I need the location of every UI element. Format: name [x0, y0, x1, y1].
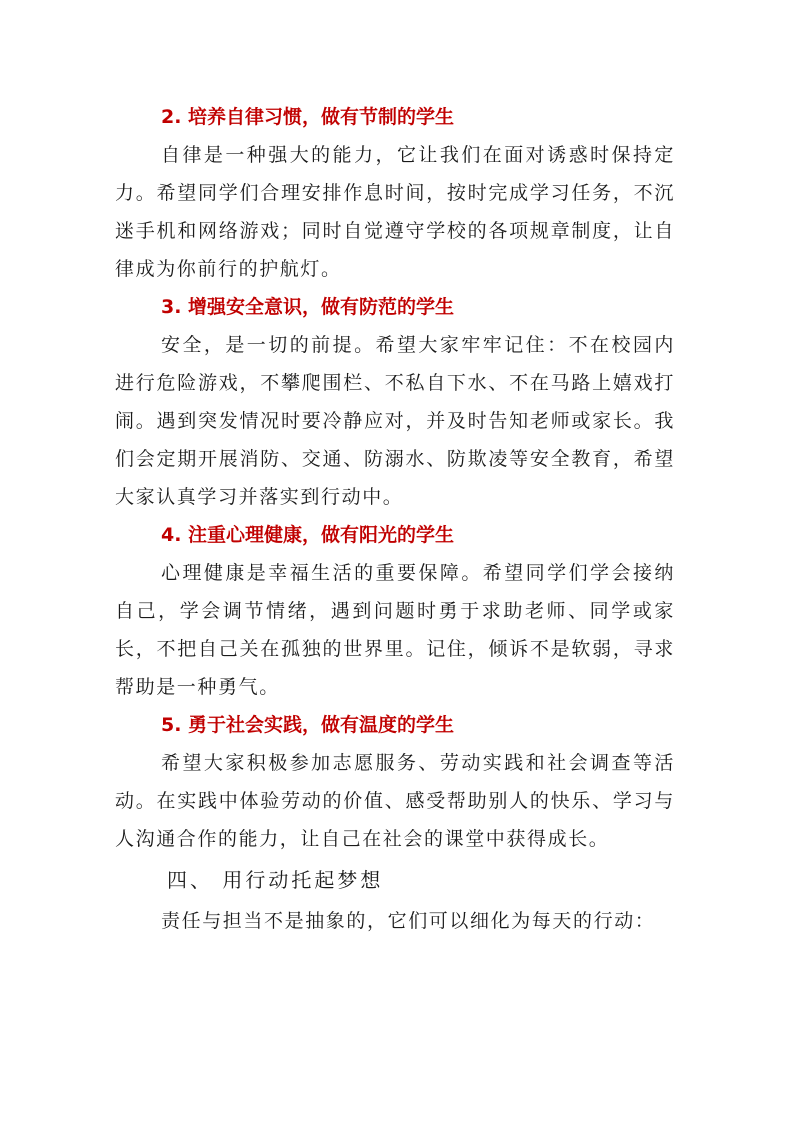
heading-social-practice: 5. 勇于社会实践，做有温度的学生: [161, 714, 455, 736]
paragraph-mental-health: 心理健康是幸福生活的重要保障。希望同学们学会接纳自己，学会调节情绪，遇到问题时勇于求助老师、同学或家长，不把自己关在孤独的世界里。记住，倾诉不是软弱，寻求帮助是一种勇气。: [115, 562, 675, 698]
paragraph-safety-awareness: 安全，是一切的前提。希望大家牢牢记住：不在校园内进行危险游戏，不攀爬围栏、不私自下水、不在马路上嬉戏打闹。遇到突发情况时要冷静应对，并及时告知老师或家长。我们会定期开展消防、交通、防溺水、防欺凌等安全教育，希望大家认真学习并落实到行动中。: [115, 334, 675, 508]
heading-safety-awareness: 3. 增强安全意识，做有防范的学生: [161, 296, 455, 318]
document-body: [115, 98, 675, 940]
paragraph-self-discipline: 自律是一种强大的能力，它让我们在面对诱惑时保持定力。希望同学们合理安排作息时间，按时完成学习任务，不沉迷手机和网络游戏；同时自觉遵守学校的各项规章制度，让自律成为你前行的护航灯。: [115, 144, 675, 280]
heading-self-discipline: 2. 培养自律习惯，做有节制的学生: [161, 106, 455, 128]
section-four-title: 四、 用行动托起梦想: [167, 868, 384, 892]
paragraph-social-practice: 希望大家积极参加志愿服务、劳动实践和社会调查等活动。在实践中体验劳动的价值、感受帮助别人的快乐、学习与人沟通合作的能力，让自己在社会的课堂中获得成长。: [115, 752, 675, 850]
heading-mental-health: 4. 注重心理健康，做有阳光的学生: [161, 524, 455, 546]
paragraph-section-four: 责任与担当不是抽象的，它们可以细化为每天的行动：: [161, 910, 656, 932]
